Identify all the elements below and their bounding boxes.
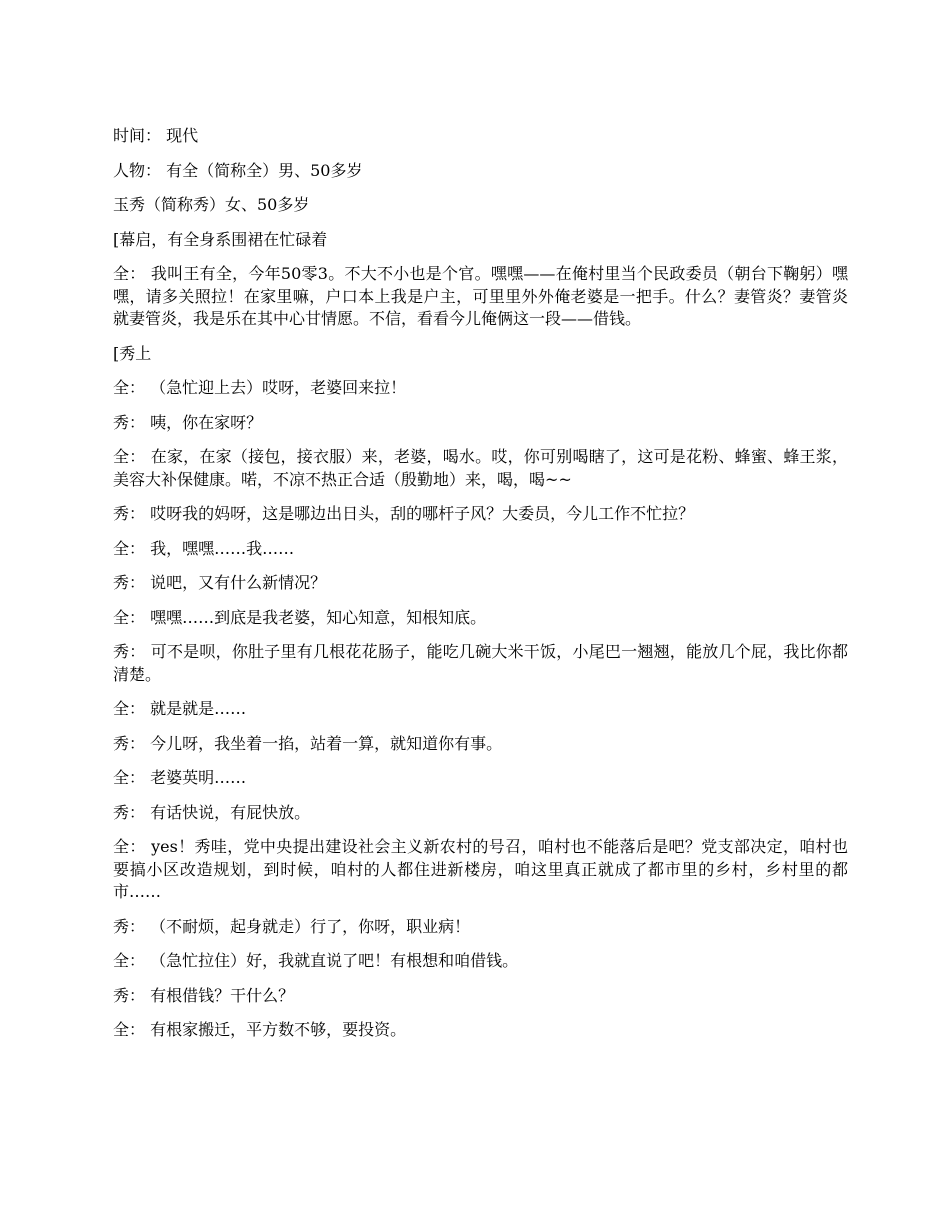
dialogue-line: 全： yes！秀哇，党中央提出建设社会主义新农村的号召，咱村也不能落后是吧？党支部决定，咱村也要搞小区改造规划，到时候，咱村的人都住进新楼房，咱这里真正就成了都市里的乡村，乡村里的都市…… [113, 837, 848, 901]
dialogue-line: 全： （急忙迎上去）哎呀，老婆回来拉！ [113, 378, 407, 397]
dialogue-line: 秀： 哎呀我的妈呀，这是哪边出日头，刮的哪杆子风？大委员，今儿工作不忙拉？ [113, 504, 695, 523]
stage-direction: [幕启，有全身系围裙在忙碌着 [113, 229, 328, 249]
dialogue-line: 秀： （不耐烦，起身就走）行了，你呀，职业病！ [113, 916, 471, 936]
dialogue-line: 秀： 有话快说，有屁快放。 [113, 802, 311, 822]
dialogue-line: 全： 我，嘿嘿……我…… [113, 538, 295, 558]
scene-time: 时间： 现代 [113, 126, 199, 145]
dialogue-line: 秀： 今儿呀，我坐着一掐，站着一算，就知道你有事。 [113, 733, 503, 753]
stage-direction: [秀上 [113, 343, 152, 363]
dialogue-line: 秀： 可不是呗，你肚子里有几根花花肠子，能吃几碗大米干饭，小尾巴一翘翘，能放几个屁，我比你都清楚。 [113, 642, 848, 684]
dialogue-line: 全： 就是就是…… [113, 699, 247, 718]
dialogue-line: 全： 有根家搬迁，平方数不够，要投资。 [113, 1020, 407, 1039]
dialogue-line: 全： 我叫王有全，今年50零3。不大不小也是个官。嘿嘿——在俺村里当个民政委员（朝台下鞠躬）嘿嘿，请多关照拉！在家里嘛，户口本上我是户主，可里里外外俺老婆是一把手。什么？妻管炎？妻管炎就妻管炎，我是乐在其中心甘情愿。不信，看看今儿俺俩这一段——借钱。 [113, 264, 848, 328]
dialogue-line: 秀： 咦，你在家呀？ [113, 412, 263, 432]
dialogue-line: 全： 嘿嘿……到底是我老婆，知心知意，知根知底。 [113, 607, 487, 627]
dialogue-line: 秀： 说吧，又有什么新情况？ [113, 573, 327, 592]
dialogue-line: 全： 在家，在家（接包，接衣服）来，老婆，喝水。哎，你可别喝瞎了，这可是花粉、蜂蜜、蜂王浆，美容大补保健康。喏，不凉不热正合适（殷勤地）来，喝，喝~~ [113, 447, 848, 489]
dialogue-line: 全： 老婆英明…… [113, 768, 247, 787]
character-list-continued: 玉秀（简称秀）女、50多岁 [113, 195, 310, 214]
character-list: 人物： 有全（简称全）男、50多岁 [113, 160, 363, 180]
dialogue-line: 秀： 有根借钱？干什么？ [113, 985, 295, 1005]
document-page [113, 125, 848, 1054]
dialogue-line: 全： （急忙拉住）好，我就直说了吧！有根想和咱借钱。 [113, 951, 519, 970]
